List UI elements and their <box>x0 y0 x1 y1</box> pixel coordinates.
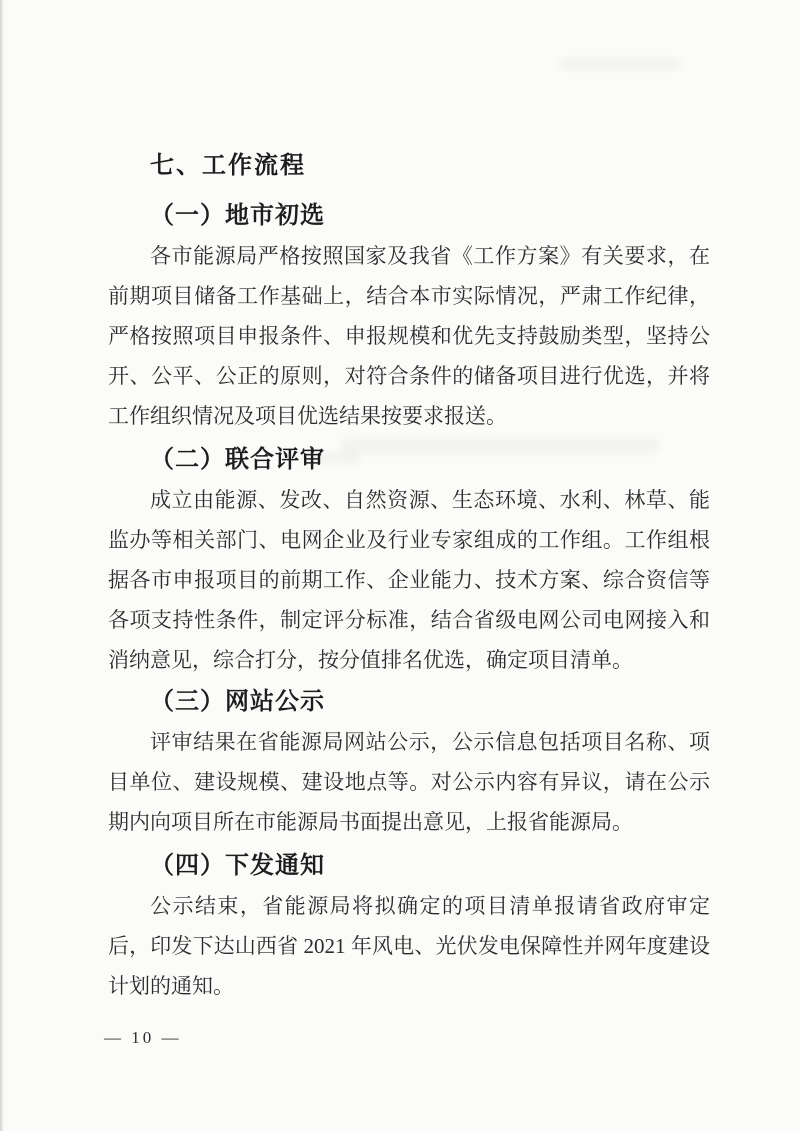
document-heading: 七、工作流程 <box>150 152 306 179</box>
paragraph-joint-review: 成立由能源、发改、自然资源、生态环境、水利、林草、能监办等相关部门、电网企业及行业专家组成的工作组。工作组根据各市申报项目的前期工作、企业能力、技术方案、综合资信等各项支持性条件，制定评分标准，结合省级电网公司电网接入和消纳意见，综合打分，按分值排名优选，确定项目清单。 <box>108 488 710 672</box>
page-number: — 10 — <box>104 1028 182 1047</box>
paragraph-issue-notice: 公示结束，省能源局将拟确定的项目清单报请省政府审定后，印发下达山西省 2021 年风电、光伏发电保障性并网年度建设计划的通知。 <box>108 894 710 998</box>
subsection-title-issue-notice: （四）下发通知 <box>150 853 325 879</box>
scan-artifact <box>560 58 680 70</box>
subsection-title-website-publicity: （三）网站公示 <box>150 689 325 715</box>
paragraph-city-preselection: 各市能源局严格按照国家及我省《工作方案》有关要求，在前期项目储备工作基础上，结合本市实际情况，严肃工作纪律，严格按照项目申报条件、申报规模和优先支持鼓励类型，坚持公开、公平、公正的原则，对符合条件的储备项目进行优选，并将工作组织情况及项目优选结果按要求报送。 <box>108 244 710 428</box>
paragraph-website-publicity: 评审结果在省能源局网站公示，公示信息包括项目名称、项目单位、建设规模、建设地点等。对公示内容有异议，请在公示期内向项目所在市能源局书面提出意见，上报省能源局。 <box>108 730 710 834</box>
subsection-title-city-preselection: （一）地市初选 <box>150 203 325 229</box>
scan-edge-shadow <box>0 0 4 1131</box>
subsection-title-joint-review: （二）联合评审 <box>150 447 325 473</box>
